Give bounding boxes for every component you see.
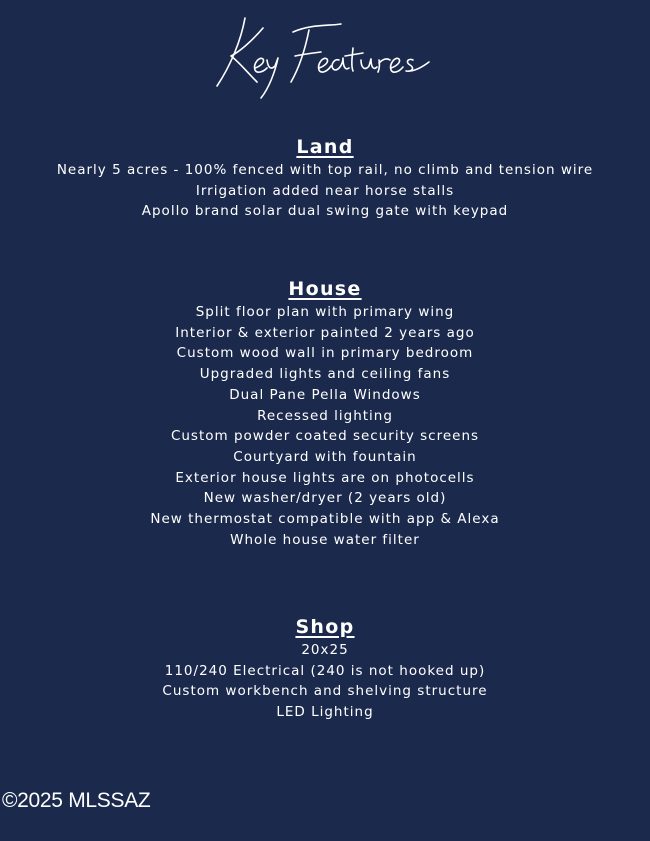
key-features-script-title [205, 10, 445, 100]
script-title [0, 10, 650, 100]
list-item: Irrigation added near horse stalls [195, 182, 455, 199]
list-item: Dual Pane Pella Windows [229, 386, 421, 403]
shop-section [0, 614, 650, 723]
list-item: Upgraded lights and ceiling fans [199, 366, 451, 383]
list-item: Custom powder coated security screens [170, 428, 480, 445]
house-feature-list [0, 302, 650, 550]
list-item: Nearly 5 acres - 100% fenced with top rail, no climb and tension wire [56, 162, 594, 178]
shop-heading: Shop [295, 616, 355, 638]
land-feature-list [0, 160, 650, 222]
list-item: Courtyard with fountain [233, 448, 417, 465]
shop-feature-list [0, 640, 650, 723]
list-item: Recessed lighting [257, 407, 393, 424]
list-item: 110/240 Electrical (240 is not hooked up) [164, 662, 486, 679]
list-item: Apollo brand solar dual swing gate with keypad [141, 203, 509, 220]
land-heading: Land [296, 136, 354, 158]
copyright-notice: ©2025 MLSSAZ [2, 789, 151, 812]
list-item: LED Lighting [276, 704, 374, 721]
house-heading: House [288, 278, 362, 300]
list-item: New thermostat compatible with app & Alexa [150, 511, 500, 528]
house-section [0, 276, 650, 550]
list-item: New washer/dryer (2 years old) [203, 490, 447, 507]
list-item: Custom wood wall in primary bedroom [176, 345, 474, 362]
list-item: Split floor plan with primary wing [195, 304, 455, 320]
list-item: Interior & exterior painted 2 years ago [175, 324, 475, 341]
list-item: 20x25 [301, 642, 349, 658]
list-item: Custom workbench and shelving structure [162, 683, 488, 700]
list-item: Exterior house lights are on photocells [175, 469, 475, 486]
land-section [0, 134, 650, 222]
list-item: Whole house water filter [230, 531, 420, 548]
